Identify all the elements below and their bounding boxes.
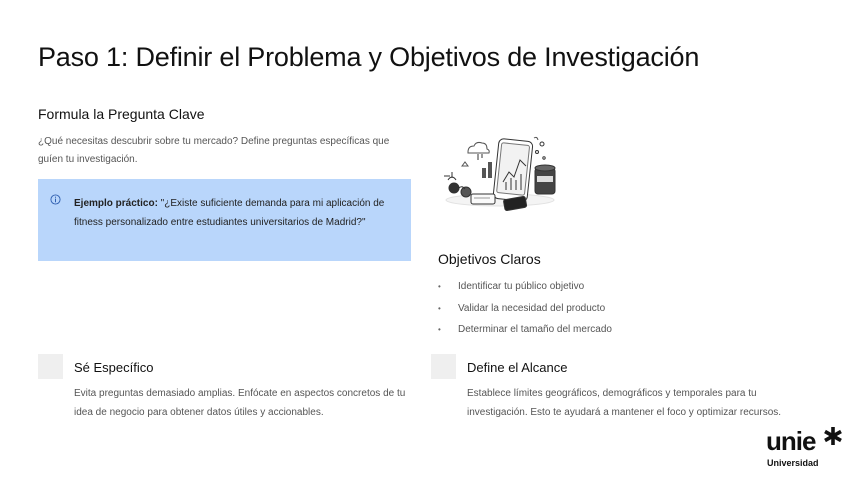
scope-icon — [431, 354, 456, 379]
logo-subtitle: Universidad — [767, 458, 819, 468]
list-item: • Determinar el tamaño del mercado — [438, 322, 612, 344]
question-text: ¿Qué necesitas descubrir sobre tu mercado? Define preguntas específicas que guíen tu investigación. — [38, 136, 390, 165]
scope-heading: Define el Alcance — [467, 360, 568, 375]
info-icon — [50, 194, 61, 205]
example-callout — [38, 179, 411, 261]
logo-brand: unie — [766, 426, 816, 456]
scope-text: Establece límites geográficos, demográficos y temporales para tu investigación. Esto te ayudará a mantener el foco y optimizar recursos. — [467, 388, 782, 418]
page-title: Paso 1: Definir el Problema y Objetivos de Investigación — [38, 42, 700, 72]
list-item: • Validar la necesidad del producto — [438, 301, 612, 323]
example-quote: "¿Existe suficiente demanda para mi aplicación de fitness personalizado entre estudiantes universitarios de Madrid?" — [74, 198, 385, 228]
specific-text: Evita preguntas demasiado amplias. Enfócate en aspectos concretos de tu idea de negocio para obtener datos útiles y accionables. — [74, 388, 406, 418]
list-item: • Identificar tu público objetivo — [438, 279, 612, 301]
objectives-list — [438, 279, 612, 344]
unie-logo — [766, 426, 846, 472]
example-label: Ejemplo práctico: — [74, 198, 158, 209]
analytics-illustration — [438, 132, 563, 214]
specific-icon — [38, 354, 63, 379]
question-heading: Formula la Pregunta Clave — [38, 106, 205, 122]
objectives-heading: Objetivos Claros — [438, 251, 541, 267]
example-text — [74, 194, 404, 232]
asterisk-icon — [823, 426, 843, 446]
specific-heading: Sé Específico — [74, 360, 154, 375]
